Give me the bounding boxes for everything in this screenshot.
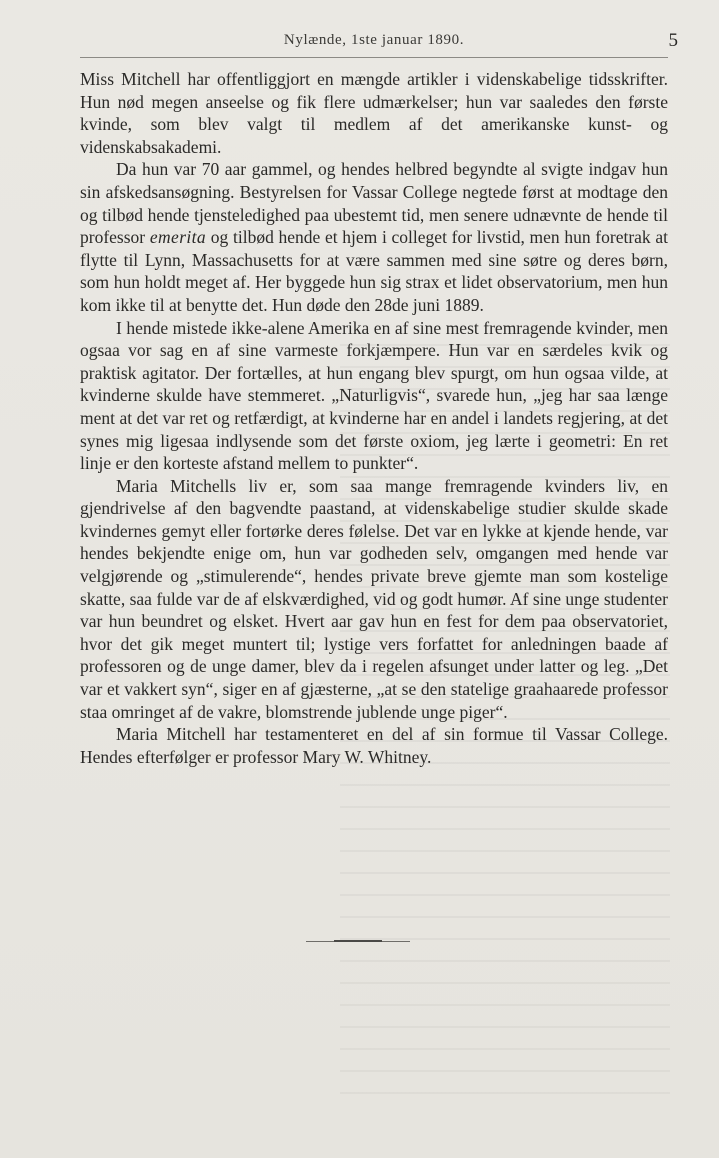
closing-rule bbox=[306, 941, 410, 942]
page-number: 5 bbox=[668, 30, 678, 51]
paragraph-1: Miss Mitchell har offentliggjort en mængde artikler i videnskabelige tidsskrifter. Hun nød megen anseelse og fik flere udmærkelser; hun var saaledes den første kvinde, som blev valgt til medlem af det amerikanske kunst- og videnskabsakademi. bbox=[80, 69, 668, 157]
emphasized-term: emerita bbox=[149, 227, 207, 248]
running-title: Nylænde, 1ste januar 1890. bbox=[283, 32, 465, 48]
paragraph-2 bbox=[80, 158, 668, 316]
closing-rule-center bbox=[334, 940, 382, 942]
paragraph-2-before: Da hun var 70 aar gammel, og hendes helbred begyndte al svigte indgav hun sin afskedsansøgning. Bestyrelsen for Vassar College negtede først at modtage den og tilbød hende tjensteledighed paa ubestemt tid, men senere udnævnte de hende til professor bbox=[80, 159, 668, 248]
paragraph-5: Maria Mitchell har testamenteret en del af sin formue til Vassar College. Hendes efterfølger er professor Mary W. Whitney. bbox=[80, 724, 668, 767]
paragraph-2-after: og tilbød hende et hjem i colleget for livstid, men hun foretrak at flytte til Lynn, Massachusetts for at være sammen med sine søtre og deres børn, som hun holdt meget af. Her byggede hun sig strax et lidet observatorium, men hun kom ikke til at benytte det. Hun døde den 28de juni 1889. bbox=[80, 227, 669, 315]
paragraph-3: I hende mistede ikke-alene Amerika en af sine mest fremragende kvinder, men ogsaa vor sag en af sine varmeste forkjæmpere. Hun var en særdeles kvik og praktisk agitator. Der fortælles, at hun engang blev spurgt, om hun ogsaa vilde, at kvinderne skulde have stemmeret. „Naturligvis“, svarede hun, „jeg har saa længe ment at det var ret og retfærdigt, at kvinderne har en andel i landets regjering, at det synes mig ligesaa indlysende som det første oxiom, jeg lærte i geometri: En ret linje er den korteste afstand mellem to punkter“. bbox=[80, 317, 668, 474]
paragraph-4: Maria Mitchells liv er, som saa mange fremragende kvinders liv, en gjendrivelse af den bagvendte paastand, at videnskabelige studier skulde skade kvindernes gemyt eller fortørke deres følelse. Det var en lykke at kjende hende, var hendes bekjendte enige om, hun var godheden selv, omgangen med hende var velgjørende og „stimulerende“, hendes private breve gjemte man som kostelige skatte, saa fulde var de af elskværdighed, vid og godt humør. Af sine unge studenter var hun beundret og elsket. Hvert aar gav hun en fest for dem paa observatoriet, hvor det gik meget muntert til; lystige vers forfattet for anledningen baade af professoren og de unge damer, blev da i regelen afsunget under latter og leg. „Det var et vakkert syn“, siger en af gjæsterne, „at se den statelige graahaarede professor staa omringet af de vakre, blomstrende jublende unge piger“. bbox=[80, 475, 668, 722]
page-header bbox=[80, 30, 678, 52]
header-rule bbox=[80, 57, 668, 58]
article-body bbox=[80, 68, 668, 768]
